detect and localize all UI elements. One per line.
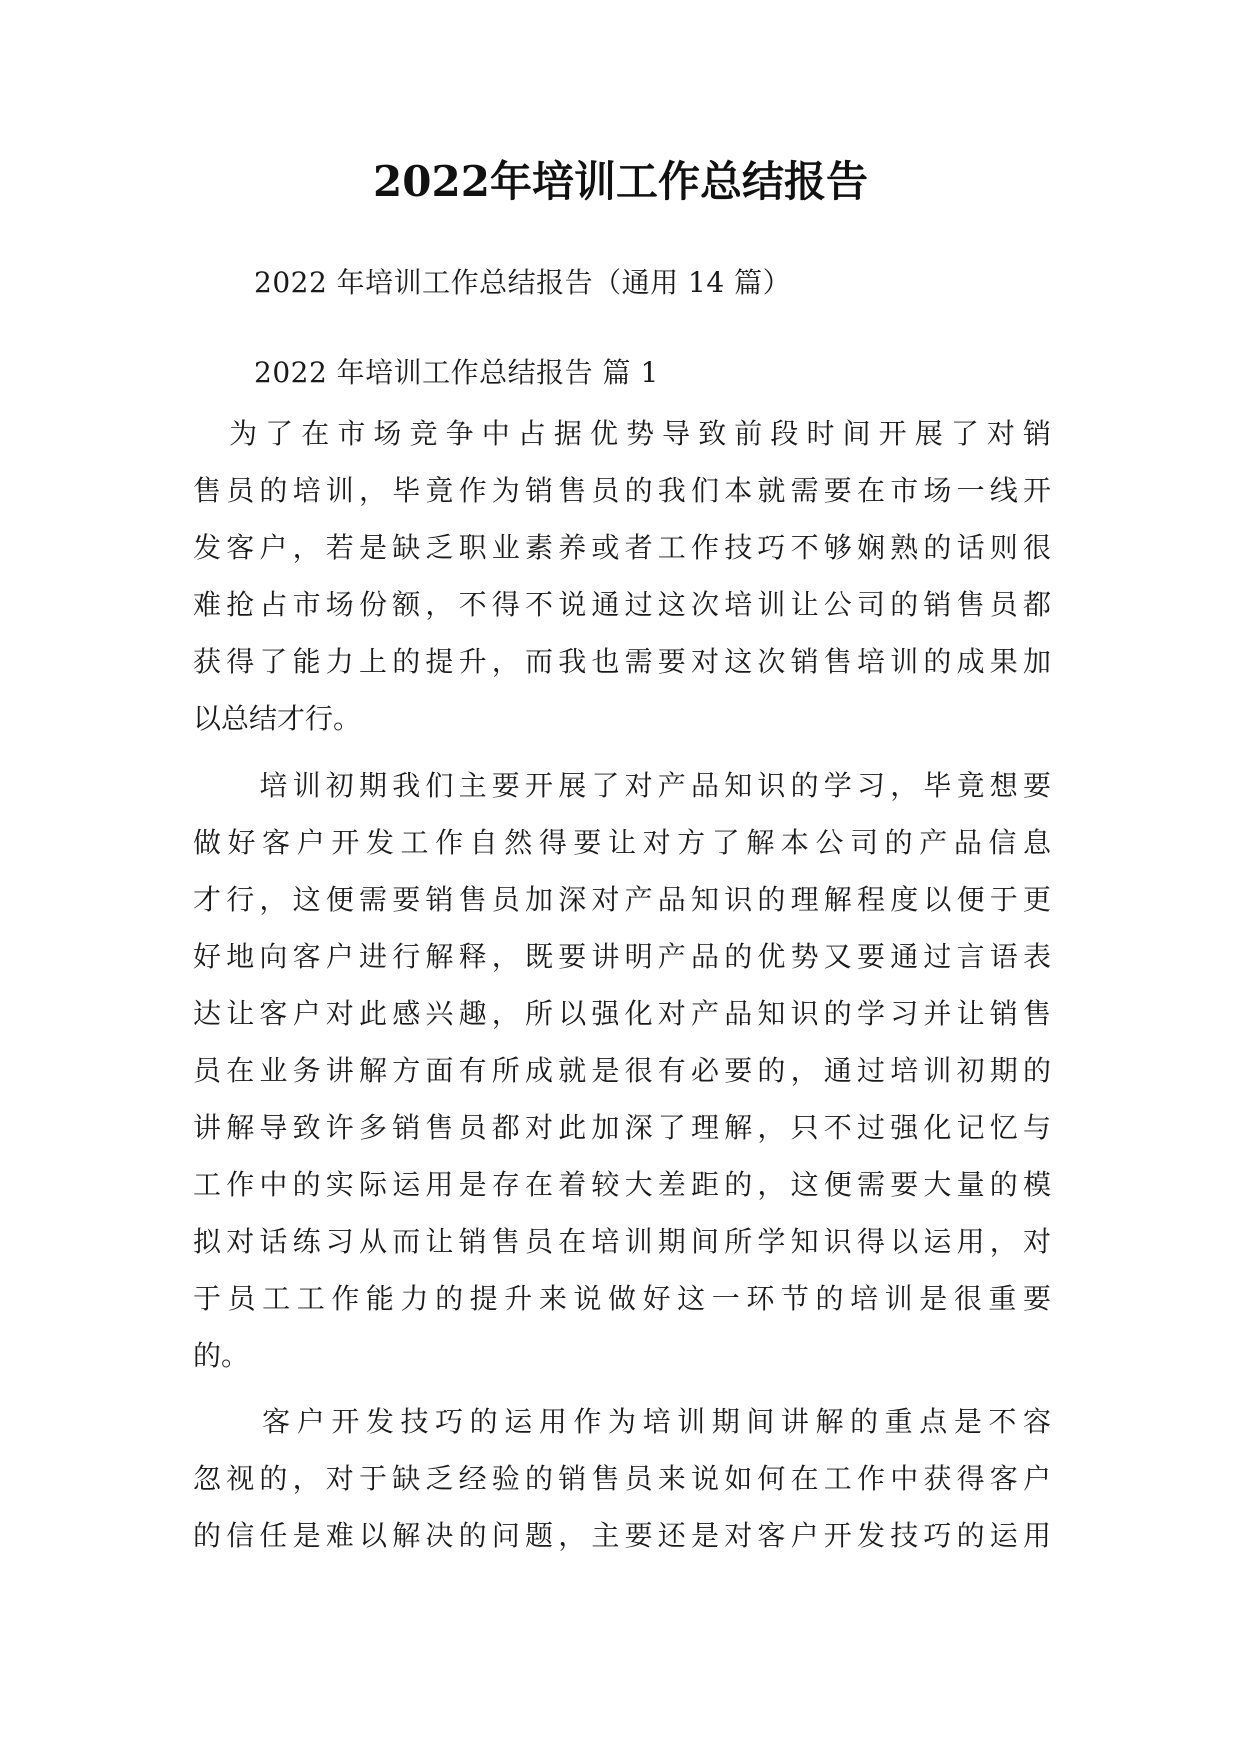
document-title: 2022年培训工作总结报告 <box>373 157 868 206</box>
paragraph-line: 难抢占市场份额，不得不说通过这次培训让公司的销售员都 <box>193 588 1051 621</box>
paragraph-2 <box>193 757 1051 1384</box>
paragraph-line: 获得了能力上的提升，而我也需要对这次销售培训的成果加 <box>193 645 1051 678</box>
paragraph-1 <box>193 405 1051 747</box>
paragraph-line: 好地向客户进行解释，既要讲明产品的优势又要通过言语表 <box>193 940 1051 973</box>
paragraph-line: 拟对话练习从而让销售员在培训期间所学知识得以运用，对 <box>193 1225 1051 1258</box>
paragraph-line: 达让客户对此感兴趣，所以强化对产品知识的学习并让销售 <box>193 997 1051 1030</box>
part-subtitle: 2022 年培训工作总结报告 篇 1 <box>254 356 659 389</box>
paragraph-line: 员在业务讲解方面有所成就是很有必要的，通过培训初期的 <box>193 1054 1051 1087</box>
paragraph-line: 售员的培训，毕竟作为销售员的我们本就需要在市场一线开 <box>193 474 1051 507</box>
collection-subtitle: 2022 年培训工作总结报告（通用 14 篇） <box>254 266 792 299</box>
paragraph-line: 的信任是难以解决的问题，主要还是对客户开发技巧的运用 <box>193 1519 1051 1552</box>
paragraph-3 <box>193 1393 1051 1564</box>
paragraph-line: 客户开发技巧的运用作为培训期间讲解的重点是不容 <box>193 1405 1051 1438</box>
paragraph-line: 发客户，若是缺乏职业素养或者工作技巧不够娴熟的话则很 <box>193 531 1051 564</box>
paragraph-line: 讲解导致许多销售员都对此加深了理解，只不过强化记忆与 <box>193 1111 1051 1144</box>
paragraph-line: 做好客户开发工作自然得要让对方了解本公司的产品信息 <box>193 826 1051 859</box>
paragraph-line: 于员工工作能力的提升来说做好这一环节的培训是很重要 <box>193 1282 1051 1315</box>
paragraph-line: 忽视的，对于缺乏经验的销售员来说如何在工作中获得客户 <box>193 1462 1051 1495</box>
paragraph-line: 的。 <box>193 1339 250 1372</box>
paragraph-line: 以总结才行。 <box>193 702 362 735</box>
paragraph-line: 才行，这便需要销售员加深对产品知识的理解程度以便于更 <box>193 883 1051 916</box>
paragraph-line: 工作中的实际运用是存在着较大差距的，这便需要大量的模 <box>193 1168 1051 1201</box>
paragraph-line: 培训初期我们主要开展了对产品知识的学习，毕竟想要 <box>193 769 1051 802</box>
paragraph-line: 为了在市场竞争中占据优势导致前段时间开展了对销 <box>193 417 1051 450</box>
